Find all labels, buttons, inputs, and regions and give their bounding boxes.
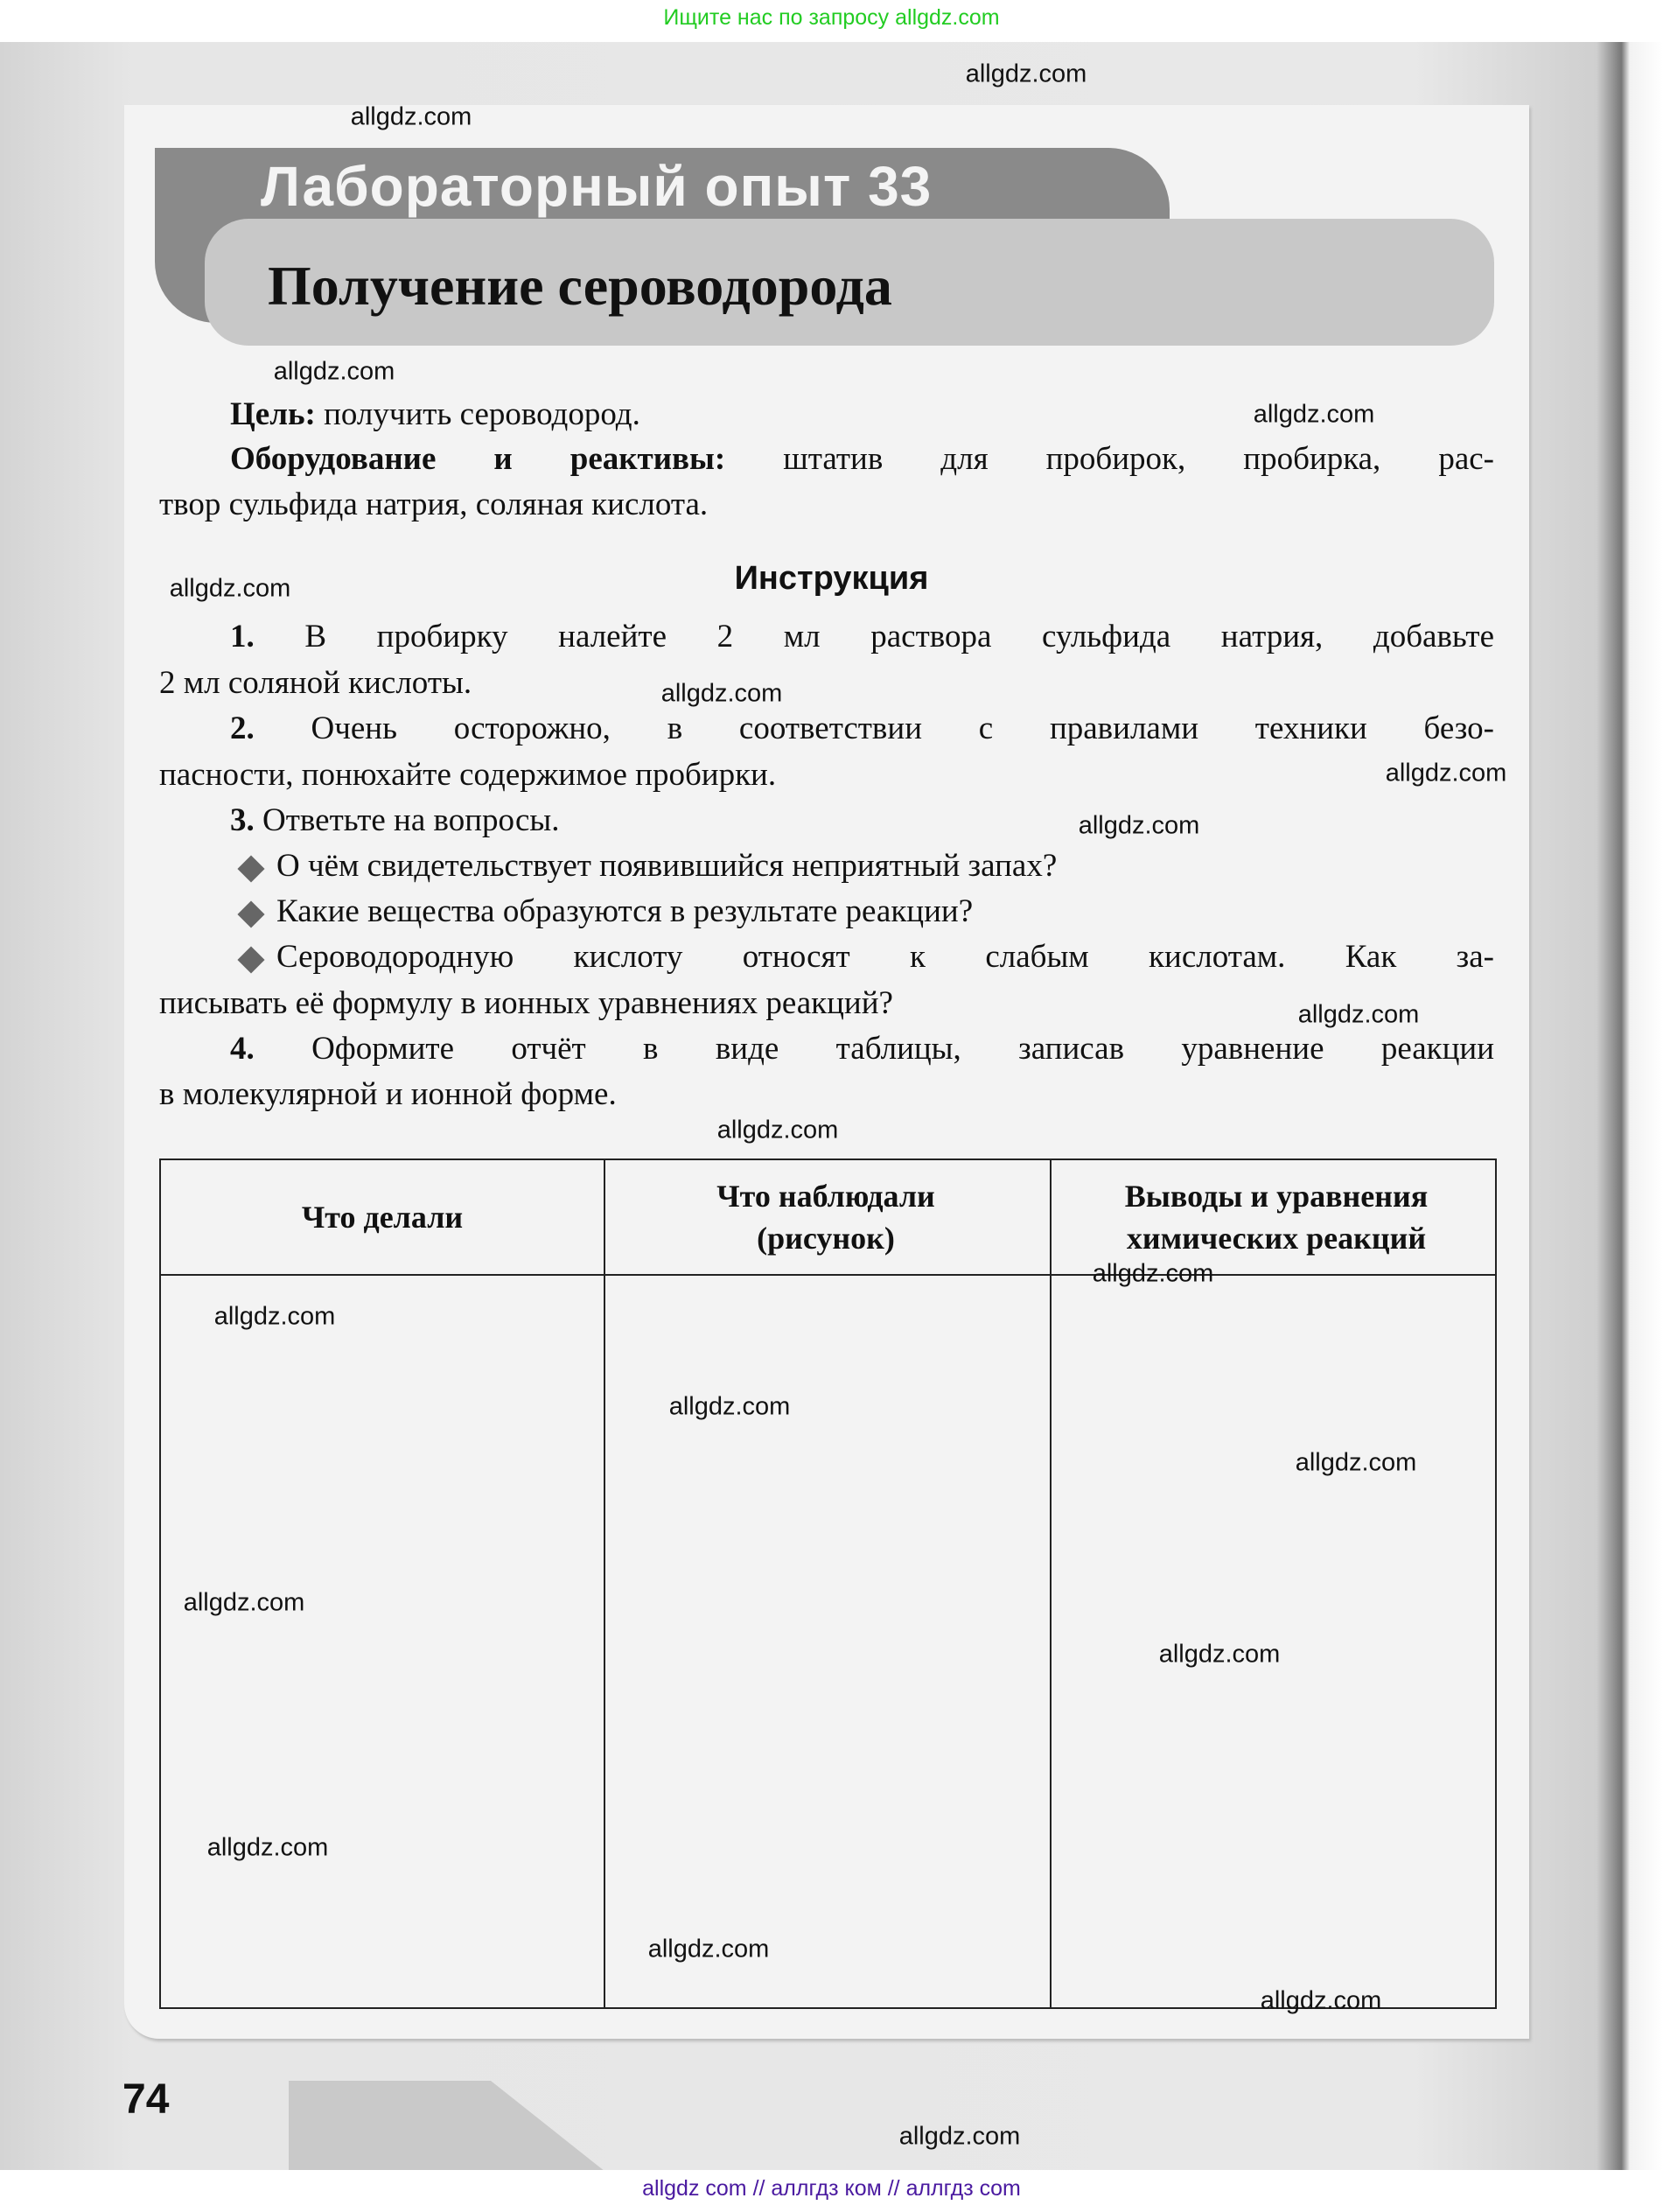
page-number: 74: [122, 2076, 170, 2123]
instructions-heading: Инструкция: [734, 560, 929, 597]
watermark: allgdz.com: [206, 1833, 329, 1862]
step-3-text: Ответьте на вопросы.: [254, 802, 560, 838]
bottom-banner: [0, 2170, 1663, 2212]
watermark: allgdz.com: [169, 574, 291, 603]
header-what-done: Что делали: [301, 1200, 464, 1235]
header-conclusions: Выводы и уравнения химических реакций: [1124, 1179, 1429, 1256]
page-title: Получение сероводорода: [268, 255, 892, 317]
goal-label: Цель:: [230, 396, 316, 432]
equipment-line-2: твор сульфида натрия, соляная кислота.: [159, 486, 709, 522]
watermark: allgdz.com: [1295, 1448, 1417, 1477]
step-4-text: Оформите отчёт в виде таблицы, записав уравнение реакции: [254, 1031, 1494, 1067]
step-2-line-2: пасности, понюхайте содержимое пробирки.: [159, 757, 777, 793]
watermark: allgdz.com: [213, 1302, 336, 1331]
bottom-banner-text: allgdz com // аллгдз ком // аллгдз com: [642, 2176, 1021, 2201]
watermark: allgdz.com: [660, 679, 783, 708]
watermark: allgdz.com: [1260, 1986, 1382, 2015]
watermark: allgdz.com: [350, 102, 472, 131]
goal-text: получить сероводород.: [315, 396, 640, 432]
watermark: allgdz.com: [898, 2122, 1021, 2151]
question-3-line-2: писывать её формулу в ионных уравнениях реакций?: [159, 985, 893, 1021]
watermark: allgdz.com: [716, 1116, 839, 1144]
step-4-number: 4.: [230, 1031, 255, 1067]
step-2-text: Очень осторожно, в соответствии с правилами техники безо-: [254, 710, 1494, 746]
question-3-text: Сероводородную кислоту относят к слабым кислотам. Как за-: [276, 939, 1494, 975]
step-1-number: 1.: [230, 619, 255, 654]
watermark: allgdz.com: [1158, 1640, 1281, 1669]
watermark: allgdz.com: [965, 60, 1087, 88]
step-4-line-2: в молекулярной и ионной форме.: [159, 1076, 617, 1112]
step-1-line-1: [230, 618, 1494, 656]
watermark: allgdz.com: [668, 1392, 791, 1421]
step-1-line-2: 2 мл соляной кислоты.: [159, 665, 472, 701]
question-3-line-1: [276, 938, 1494, 976]
step-2-line-1: [230, 710, 1494, 748]
top-banner-text: Ищите нас по запросу allgdz.com: [663, 5, 1000, 30]
step-2-number: 2.: [230, 710, 255, 746]
step-3-line: [230, 802, 560, 840]
goal-line: [230, 396, 640, 434]
equipment-label: Оборудование и реактивы:: [230, 441, 726, 477]
question-2: [276, 892, 974, 931]
watermark: allgdz.com: [1385, 759, 1507, 788]
lab-label: Лабораторный опыт 33: [261, 155, 933, 218]
question-1: [276, 847, 1058, 886]
column-divider: [1050, 1160, 1052, 2007]
watermark: allgdz.com: [647, 1935, 770, 1964]
watermark: allgdz.com: [1078, 811, 1200, 840]
equipment-text-1: штатив для пробирок, пробирка, рас-: [725, 441, 1494, 477]
watermark: allgdz.com: [273, 357, 395, 386]
question-1-text: О чём свидетельствует появившийся неприятный запах?: [276, 848, 1058, 884]
watermark: allgdz.com: [183, 1588, 305, 1617]
column-divider: [604, 1160, 605, 2007]
step-1-text: В пробирку налейте 2 мл раствора сульфида натрия, добавьте: [254, 619, 1494, 654]
watermark: allgdz.com: [1092, 1259, 1214, 1288]
header-observed: Что наблюдали (рисунок): [716, 1179, 935, 1256]
report-table: [159, 1158, 1497, 2009]
equipment-line-1: [230, 440, 1494, 479]
top-banner: [0, 0, 1663, 42]
step-4-line-1: [230, 1030, 1494, 1068]
question-2-text: Какие вещества образуются в результате реакции?: [276, 893, 974, 929]
watermark: allgdz.com: [1297, 1000, 1420, 1029]
watermark: allgdz.com: [1253, 400, 1375, 429]
step-3-number: 3.: [230, 802, 255, 838]
